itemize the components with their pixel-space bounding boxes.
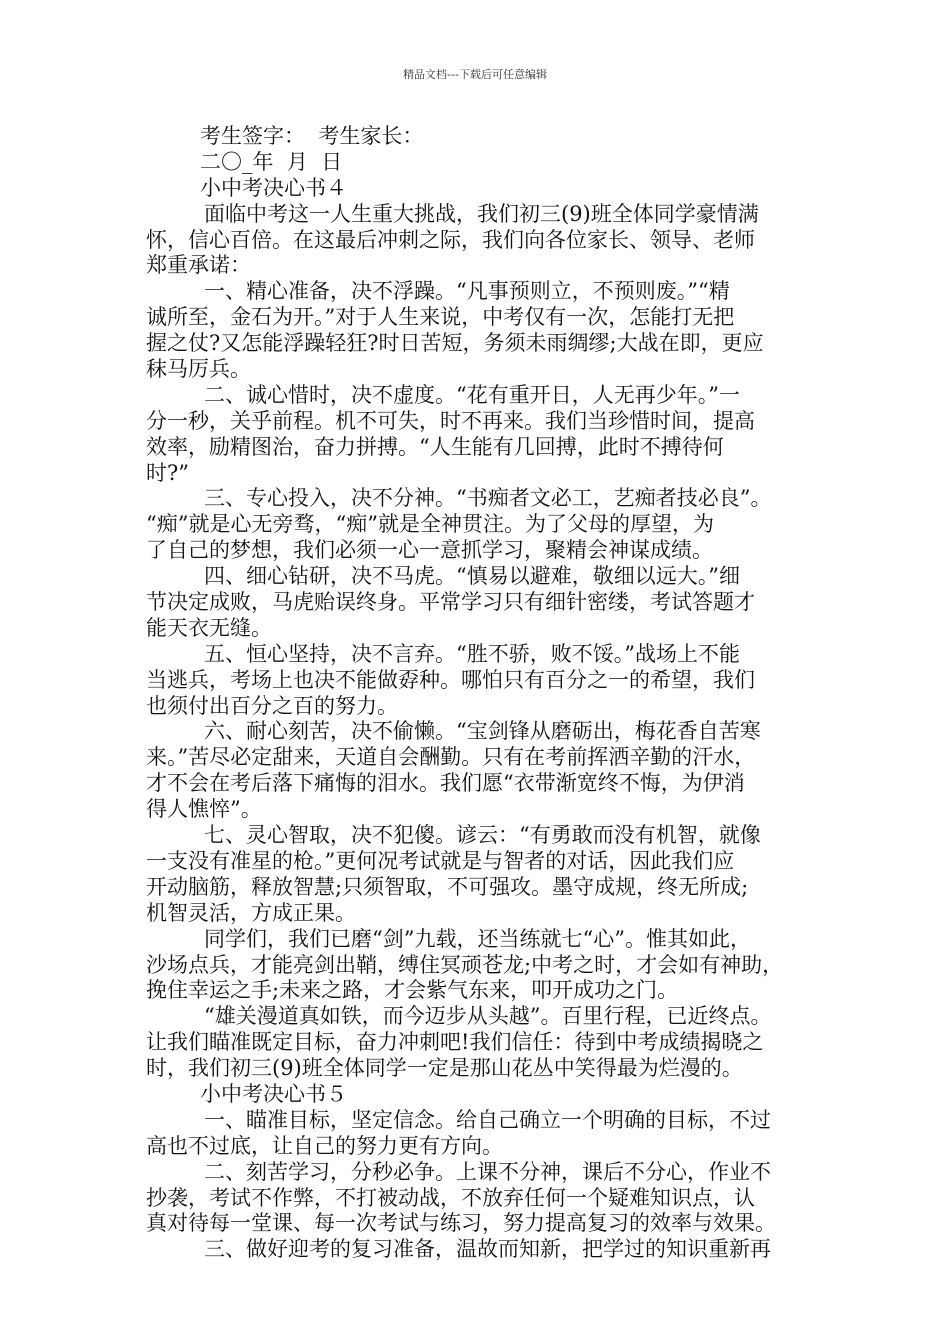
text-line: 同学们，我们已磨“剑”九载，还当练就七“心”。惟其如此， [204,926,751,951]
text-line: 挽住幸运之手;未来之路，才会紫气东来，叩开成功之门。 [146,978,679,1003]
text-line: 三、专心投入，决不分神。“书痴者文必工，艺痴者技必良”。 [204,486,772,511]
text-line: 效率，励精图治，奋力拼搏。“人生能有几回搏，此时不搏待何 [146,434,724,459]
text-line: 抄袭，考试不作弊，不打被动战，不放弃任何一个疑难知识点，认 [146,1185,755,1210]
text-line: 小中考决心书４ [200,175,347,200]
text-line: 能天衣无缝。 [146,615,272,640]
text-line: 一、精心准备，决不浮躁。“凡事预则立，不预则废。”“精 [204,279,730,304]
text-line: 开动脑筋，释放智慧;只须智取，不可强攻。墨守成规，终无所成; [146,874,749,899]
text-line: “痴”就是心无旁骛，“痴”就是全神贯注。为了父母的厚望，为 [146,512,714,537]
text-line: 也须付出百分之百的努力。 [146,693,398,718]
page-header: 精品文档---下载后可任意编辑 [403,68,547,81]
text-line: 二、诚心惜时，决不虚度。“花有重开日，人无再少年。”一 [204,382,740,407]
text-line: 五、恒心坚持，决不言弃。“胜不骄，败不馁。”战场上不能 [204,641,740,666]
text-line: 握之仗?又怎能浮躁轻狂?时日苦短，务须未雨绸缪;大战在即，更应 [146,331,764,356]
text-line: 机智灵活，方成正果。 [146,900,356,925]
text-line: 二、刻苦学习，分秒必争。上课不分神，课后不分心，作业不 [204,1159,771,1184]
text-line: 秣马厉兵。 [146,357,251,382]
text-line: 怀，信心百倍。在这最后冲刺之际，我们向各位家长、领导、老师 [146,227,755,252]
text-line: 七、灵心智取，决不犯傻。谚云：“有勇敢而没有机智，就像 [204,823,761,848]
text-line: 得人憔悴”。 [146,797,262,822]
text-line: 一、瞄准目标，坚定信念。给自己确立一个明确的目标，不过 [204,1107,771,1132]
text-line: 四、细心钻研，决不马虎。“慎易以避难，敬细以远大。”细 [204,564,740,589]
text-line: 沙场点兵，才能亮剑出鞘，缚住冥顽苍龙;中考之时，才会如有神助， [146,952,784,977]
text-line: 分一秒，关乎前程。机不可失，时不再来。我们当珍惜时间，提高 [146,408,755,433]
text-line: 考生签字： 考生家长： [200,124,424,148]
text-line: 时?” [146,460,189,485]
text-line: 了自己的梦想，我们必须一心一意抓学习，聚精会神谋成绩。 [146,538,713,563]
text-line: 六、耐心刻苦，决不偷懒。“宝剑锋从磨砺出，梅花香自苦寒 [204,719,761,744]
text-line: 才不会在考后落下痛悔的泪水。我们愿“衣带渐宽终不悔，为伊消 [146,771,745,796]
text-line: “雄关漫道真如铁，而今迈步从头越”。百里行程，已近终点。 [204,1004,772,1029]
text-line: 三、做好迎考的复习准备，温故而知新，把学过的知识重新再 [204,1237,771,1262]
text-line: 郑重承诺： [146,253,251,278]
text-line: 当逃兵，考场上也决不能做孬种。哪怕只有百分之一的希望，我们 [146,667,755,692]
text-line: 来。”苦尽必定甜来，天道自会酬勤。只有在考前挥洒辛勤的汗水， [146,745,756,770]
text-line: 二〇_年 月 日 [200,149,343,174]
text-line: 一支没有准星的枪。”更何况考试就是与智者的对话，因此我们应 [146,848,735,873]
text-line: 真对待每一堂课、每一次考试与练习，努力提高复习的效率与效果。 [146,1211,776,1236]
text-line: 小中考决心书５ [200,1081,347,1106]
document-body [146,124,826,1263]
text-line: 节决定成败，马虎贻误终身。平常学习只有细针密缕，考试答题才 [146,590,755,615]
text-line: 诚所至，金石为开。”对于人生来说，中考仅有一次，怎能打无把 [146,305,735,330]
text-line: 高也不过底，让自己的努力更有方向。 [146,1133,503,1158]
text-line: 面临中考这一人生重大挑战，我们初三(9)班全体同学豪情满 [204,201,759,226]
text-line: 让我们瞄准既定目标，奋力冲刺吧!我们信任：待到中考成绩揭晓之 [146,1030,764,1055]
text-line: 时，我们初三(9)班全体同学一定是那山花丛中笑得最为烂漫的。 [146,1056,743,1081]
